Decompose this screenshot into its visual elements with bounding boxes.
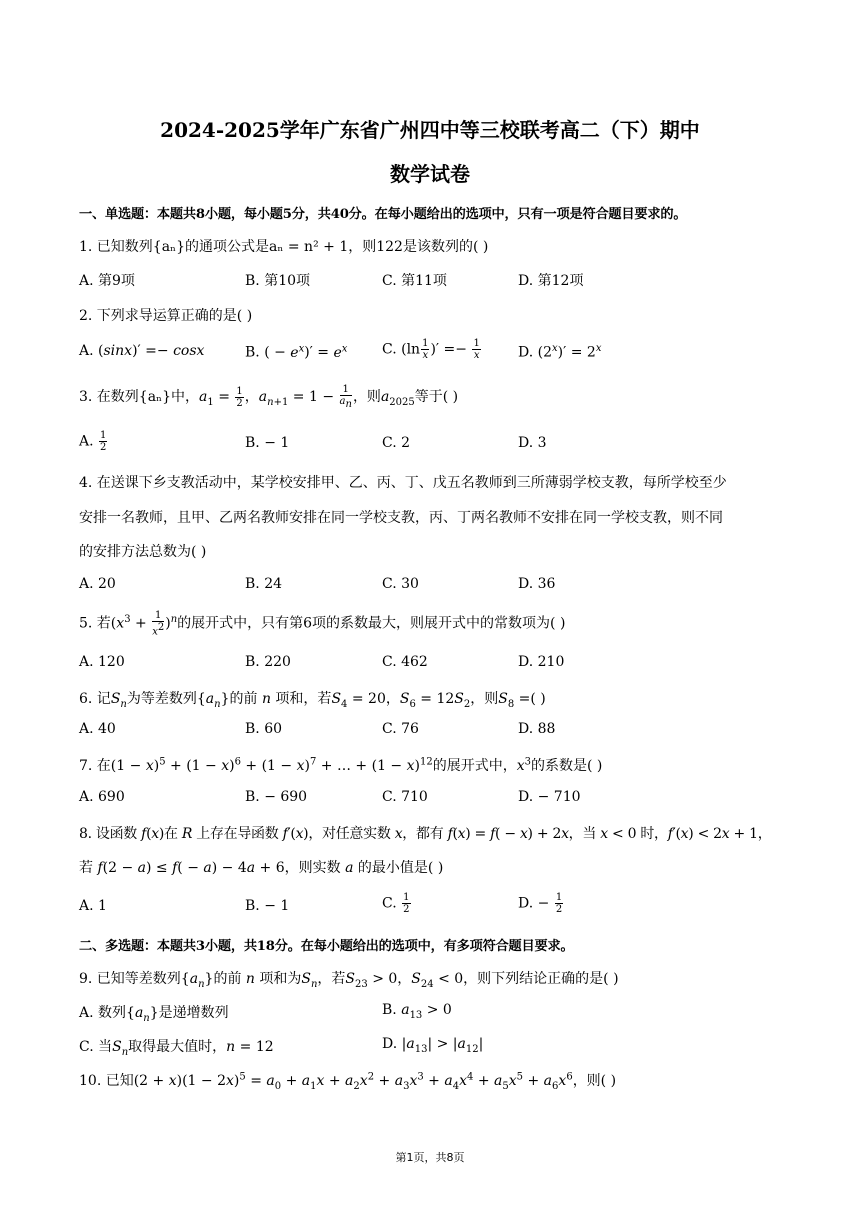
question-5-stem: 5. 若($x^3$ + $\frac{1}{x^2}$ )$^n$的展开式中，只有第6项的系数最大，则展开式中的常数项为( ) bbox=[79, 610, 566, 638]
question-1-option-d: D. 第12项 bbox=[518, 273, 584, 289]
question-8-option-b: B. − 1 bbox=[245, 898, 290, 914]
question-6-option-a: A. 40 bbox=[79, 721, 116, 737]
question-1-option-b: B. 第10项 bbox=[245, 273, 311, 289]
question-5-option-c: C. 462 bbox=[382, 654, 428, 670]
question-4-option-b: B. 24 bbox=[245, 576, 283, 592]
question-4-stem-line2: 安排一名教师，且甲、乙两名教师安排在同一学校支教，丙、丁两名教师不安排在同一学校支教，则不同 bbox=[79, 510, 723, 526]
question-4-option-c: C. 30 bbox=[382, 576, 419, 592]
question-2-stem: 2. 下列求导运算正确的是( ) bbox=[79, 308, 253, 324]
question-8-option-d: D. − $\frac{1}{2}$ bbox=[518, 892, 563, 915]
question-3-option-a: A. $\frac{1}{2}$ bbox=[79, 430, 107, 453]
question-9-option-b: B. $a_{13} > 0$ bbox=[382, 1002, 452, 1021]
question-1-stem: 1. 已知数列{aₙ}的通项公式是aₙ = n² + 1，则122是该数列的( ) bbox=[79, 239, 489, 255]
question-1-option-c: C. 第11项 bbox=[382, 273, 447, 289]
question-8-option-a: A. 1 bbox=[79, 898, 107, 914]
question-2-option-d: D. $(2^x)' = 2^x$ bbox=[518, 343, 602, 361]
question-5-option-a: A. 120 bbox=[79, 654, 125, 670]
question-7-option-d: D. − 710 bbox=[518, 789, 581, 805]
question-6-option-b: B. 60 bbox=[245, 721, 283, 737]
question-3-option-c: C. 2 bbox=[382, 435, 411, 451]
section-heading-single-choice: 一、单选题：本题共8小题，每小题5分，共40分。在每小题给出的选项中，只有一项是符合题目要求的。 bbox=[79, 207, 687, 222]
question-6-stem: 6. 记$S_n$为等差数列$\{a_n\}$的前 n 项和，若$S_4 = 20$，$S_6 = 12S_2$，则$S_8$ =( ) bbox=[79, 691, 546, 710]
question-2-option-b: B. ( − $e^x)' = e^x$ bbox=[245, 343, 348, 361]
question-3-option-d: D. 3 bbox=[518, 435, 547, 451]
section-heading-multiple-choice: 二、多选题：本题共3小题，共18分。在每小题给出的选项中，有多项符合题目要求。 bbox=[79, 939, 574, 954]
question-2-option-a: A. (sinx)′ =− cosx bbox=[79, 343, 205, 359]
question-9-stem: 9. 已知等差数列$\{a_n\}$的前 n 项和为$S_n$，若$S_{23} > 0$，$S_{24} < 0$，则下列结论正确的是( ) bbox=[79, 971, 619, 990]
question-4-option-d: D. 36 bbox=[518, 576, 556, 592]
exam-title-line2: 数学试卷 bbox=[390, 162, 470, 186]
exam-title-line1: 2024-2025学年广东省广州四中等三校联考高二（下）期中 bbox=[160, 118, 700, 142]
question-8-stem-line1: 8. 设函数 f(x)在 R 上存在导函数 f′(x)，对任意实数 x，都有 f(x) = f( − x) + 2x，当 x < 0 时，f′(x) < 2x + 1， bbox=[79, 826, 772, 842]
question-7-option-b: B. − 690 bbox=[245, 789, 308, 805]
question-2-option-c: C. (ln $\frac{1}{x}$ )′ =− $\frac{1}{x}$ bbox=[382, 338, 480, 361]
question-4-stem-line3: 的安排方法总数为( ) bbox=[79, 544, 207, 560]
question-5-option-b: B. 220 bbox=[245, 654, 291, 670]
question-9-option-a: A. 数列$\{a_n\}$是递增数列 bbox=[79, 1005, 229, 1024]
question-4-stem-line1: 4. 在送课下乡支教活动中，某学校安排甲、乙、丙、丁、戊五名教师到三所薄弱学校支教，每所学校至少 bbox=[79, 475, 727, 491]
question-9-option-d: D. $|a_{13}| > |a_{12}|$ bbox=[382, 1036, 484, 1055]
question-7-option-c: C. 710 bbox=[382, 789, 428, 805]
question-4-option-a: A. 20 bbox=[79, 576, 116, 592]
question-9-option-c: C. 当$S_n$取得最大值时，n = 12 bbox=[79, 1039, 274, 1058]
question-7-stem: 7. 在$(1 - x)^5 + (1 - x)^6 + (1 - x)^7$ + … + $(1 - x)^{12}$的展开式中，$x^3$的系数是( ) bbox=[79, 756, 603, 774]
question-6-option-d: D. 88 bbox=[518, 721, 556, 737]
page-footer: 第1页，共8页 bbox=[395, 1151, 465, 1164]
question-6-option-c: C. 76 bbox=[382, 721, 419, 737]
question-8-stem-line2: 若 f(2 − a) ≤ f( − a) − 4a + 6，则实数 a 的最小值是( ) bbox=[79, 860, 444, 876]
question-10-stem: 10. 已知$(2 + x)(1 - 2x)^5 = a_0 + a_1x + a_2x^2 + a_3x^3 + a_4x^4 + a_5x^5 + a_6x^6$，则( ) bbox=[79, 1071, 617, 1092]
question-1-option-a: A. 第9项 bbox=[79, 273, 135, 289]
question-7-option-a: A. 690 bbox=[79, 789, 125, 805]
question-3-option-b: B. − 1 bbox=[245, 435, 290, 451]
question-3-stem: 3. 在数列{aₙ}中，$a_1$ = $\frac{1}{2}$ ，$a_{n+1} = 1$ − $\frac{1}{a_n}$ ，则$a_{2025}$等于( ) bbox=[79, 384, 459, 410]
question-8-option-c: C. $\frac{1}{2}$ bbox=[382, 892, 410, 915]
question-5-option-d: D. 210 bbox=[518, 654, 565, 670]
